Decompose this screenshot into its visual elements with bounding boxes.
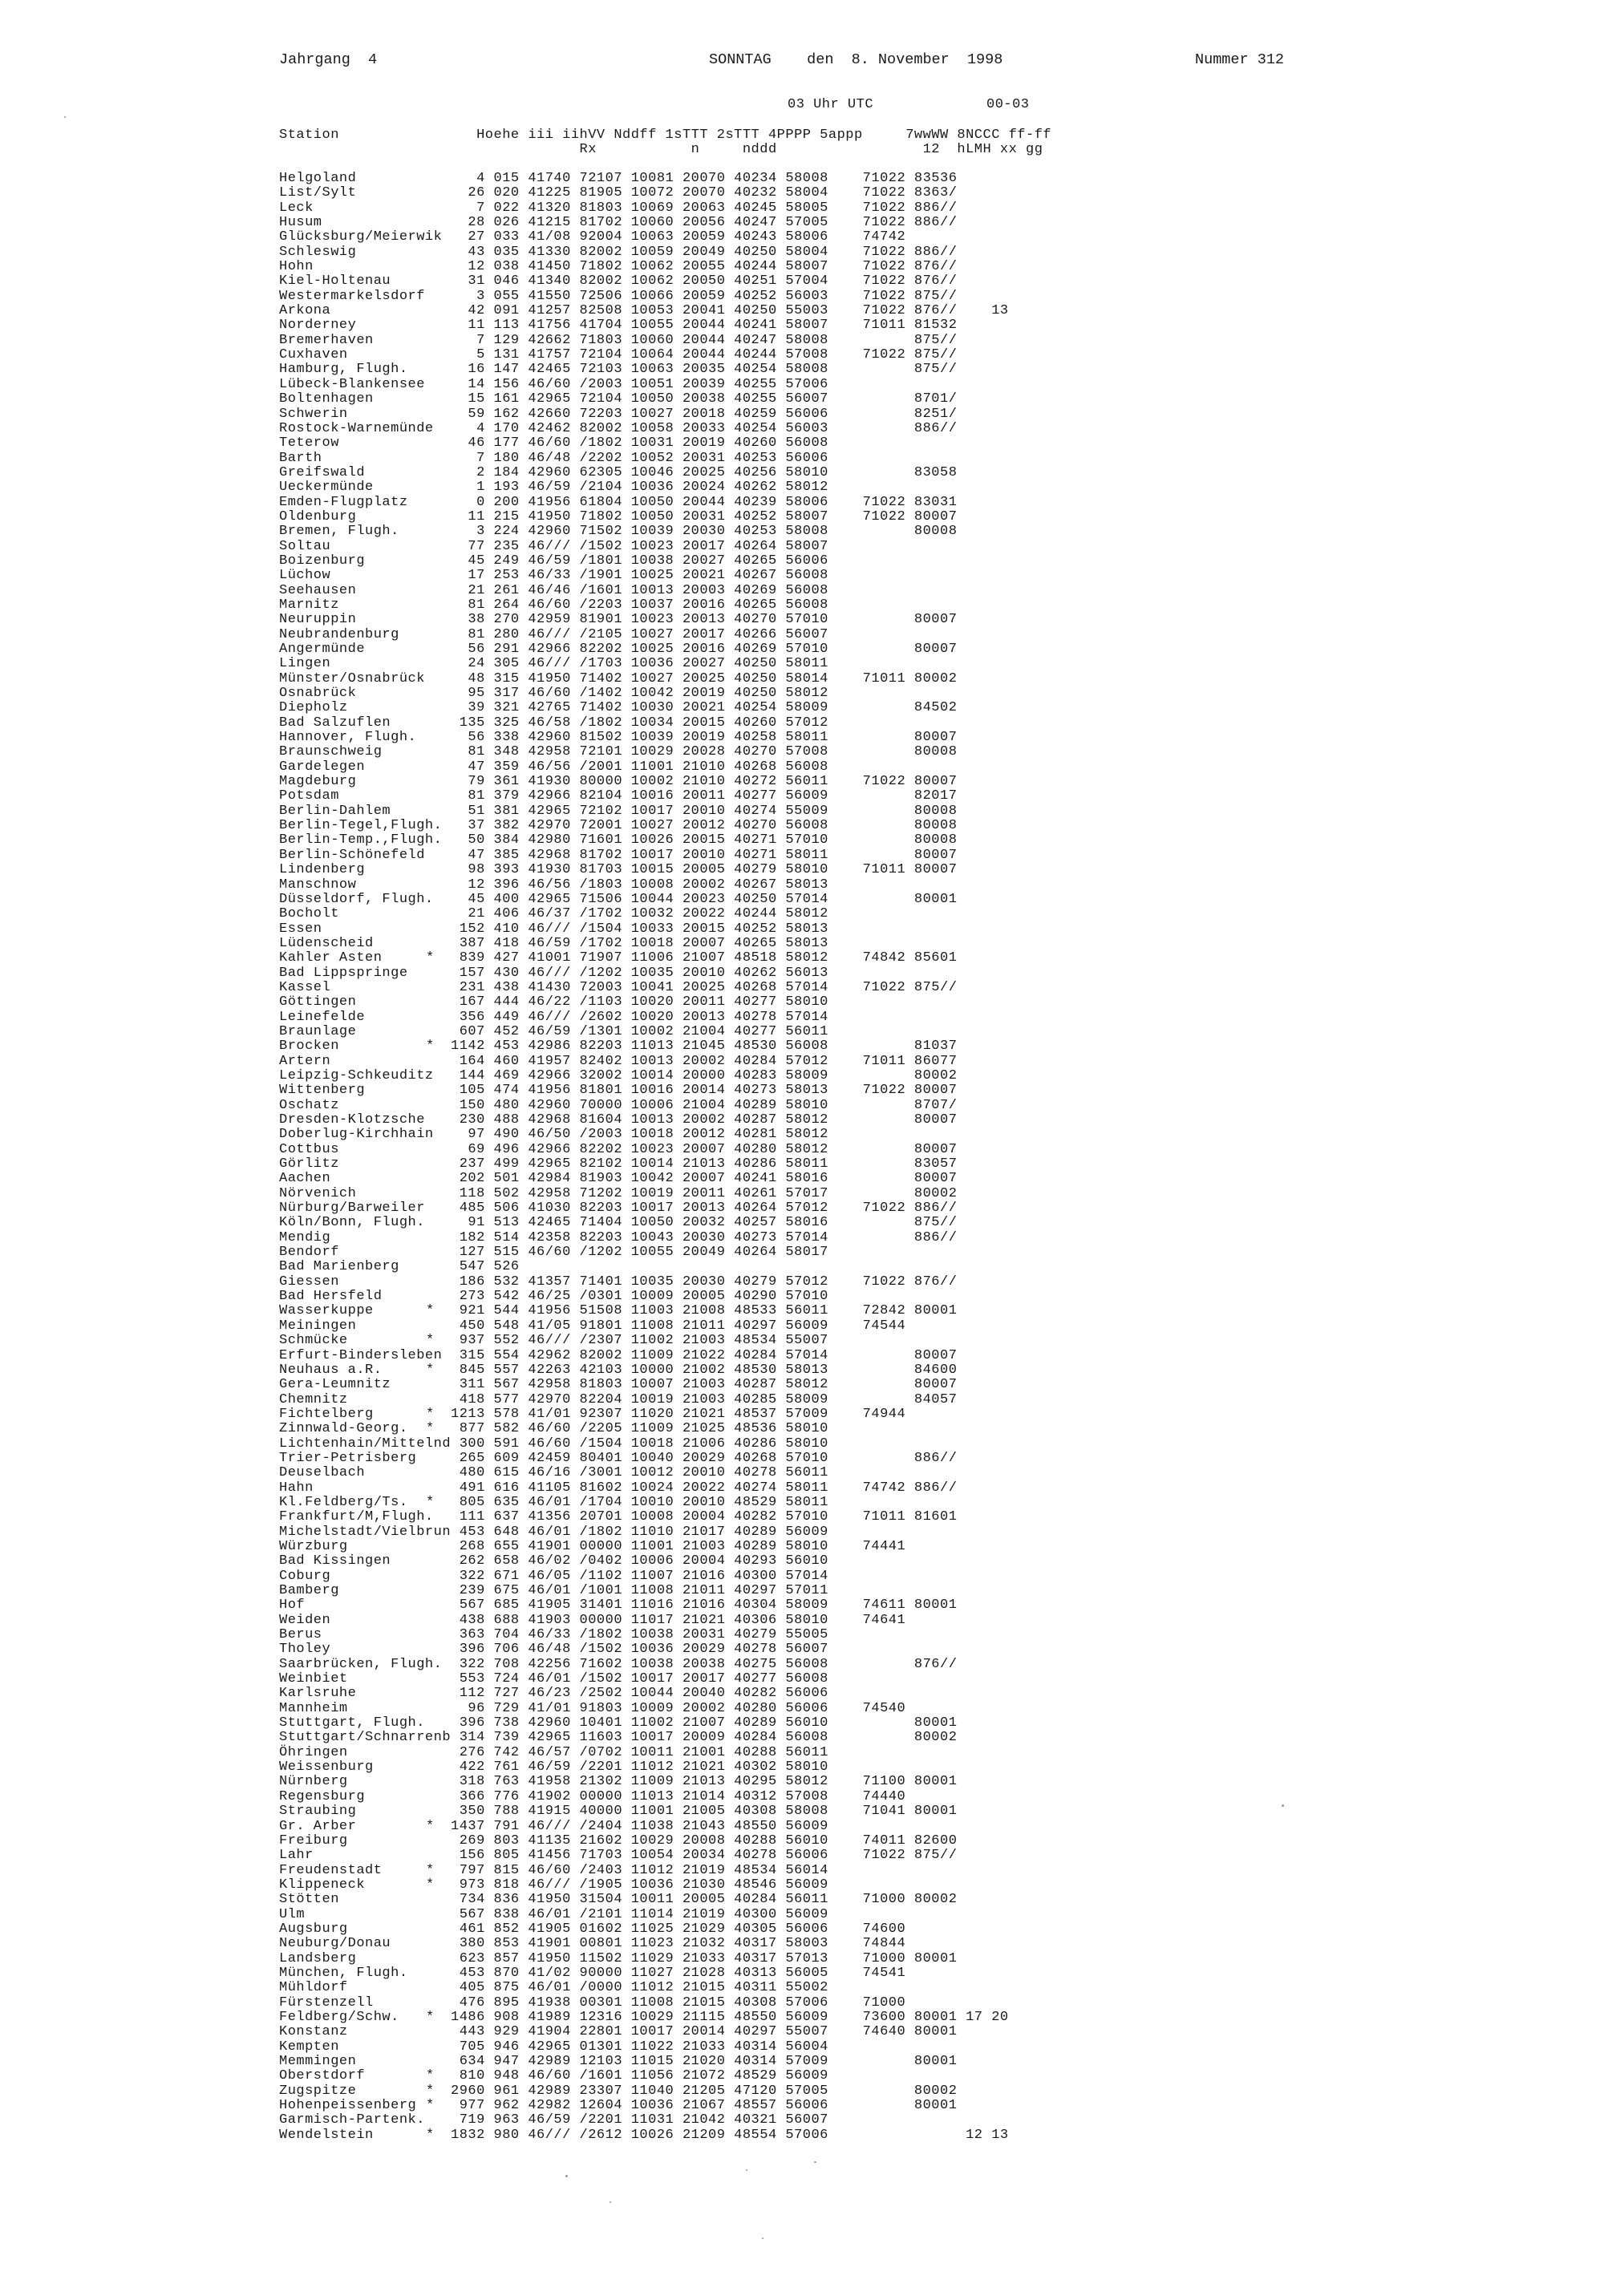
observation-codes: 268 655 41901 00000 11001 21003 40289 58010 74441: [451, 1538, 906, 1554]
observation-codes: 157 430 46/// /1202 10035 20010 40262 56013: [451, 965, 828, 981]
observation-codes: 839 427 41001 71907 11006 21007 48518 58012 74842 85601: [451, 950, 958, 966]
station-name: Hohenpeissenberg: [279, 2098, 417, 2114]
station-name: Lindenberg: [279, 862, 366, 878]
mountain-station-marker: *: [426, 1303, 435, 1319]
observation-codes: 547 526: [451, 1259, 520, 1275]
station-name: Freudenstadt: [279, 1862, 383, 1878]
station-name: Nürburg/Barweiler: [279, 1201, 425, 1217]
station-name: Seehausen: [279, 582, 357, 598]
observation-codes: 118 502 42958 71202 10019 20011 40261 57017 80002: [451, 1185, 958, 1201]
observation-codes: 231 438 41430 72003 10041 20025 40268 57014 71022 875//: [451, 979, 958, 995]
station-name: Nörvenich: [279, 1185, 357, 1201]
observation-codes: 418 577 42970 82204 10019 21003 40285 58009 84057: [451, 1391, 958, 1407]
observation-codes: 705 946 42965 01301 11022 21033 40314 56004: [451, 2039, 828, 2055]
observation-codes: 634 947 42989 12103 11015 21020 40314 57009 80001: [451, 2054, 958, 2069]
station-name: Lübeck-Blankensee: [279, 376, 425, 392]
observation-codes: 453 648 46/01 /1802 11010 21017 40289 56009: [451, 1524, 828, 1540]
scan-speck: [762, 2237, 764, 2239]
observation-codes: 363 704 46/33 /1802 10038 20031 40279 55005: [451, 1627, 828, 1643]
station-name: Münster/Osnabrück: [279, 670, 425, 686]
observation-codes: 322 671 46/05 /1102 11007 21016 40300 57014: [451, 1568, 828, 1584]
observation-codes: 97 490 46/50 /2003 10018 20012 40281 58012: [451, 1127, 828, 1143]
station-name: List/Sylt: [279, 185, 357, 201]
observation-codes: 14 156 46/60 /2003 10051 20039 40255 57006: [451, 376, 828, 392]
station-name: Augsburg: [279, 1921, 348, 1937]
station-name: Braunschweig: [279, 744, 383, 760]
mountain-station-marker: *: [426, 1818, 435, 1834]
observation-codes: 265 609 42459 80401 10040 20029 40268 57010 886//: [451, 1450, 958, 1466]
station-name: Diepholz: [279, 700, 348, 716]
observation-codes: 7 180 46/48 /2202 10052 20031 40253 56006: [451, 450, 828, 466]
observation-codes: 4 170 42462 82002 10058 20033 40254 56003 886//: [451, 420, 958, 436]
station-name: Norderney: [279, 318, 357, 334]
observation-codes: 43 035 41330 82002 10059 20049 40250 58004 71022 886//: [451, 244, 958, 260]
station-name: Weissenburg: [279, 1759, 374, 1776]
observation-codes: 921 544 41956 51508 11003 21008 48533 56011 72842 80001: [451, 1303, 958, 1319]
mountain-station-marker: *: [426, 2009, 435, 2025]
station-name: Wendelstein: [279, 2127, 374, 2143]
observation-codes: 269 803 41135 21602 10029 20008 40288 56010 74011 82600: [451, 1832, 958, 1849]
station-name: Schmücke: [279, 1333, 348, 1349]
station-name: Ulm: [279, 1906, 306, 1922]
observation-codes: 0 200 41956 61804 10050 20044 40239 58006 71022 83031: [451, 494, 958, 510]
observation-codes: 350 788 41915 40000 11001 21005 40308 58008 71041 80001: [451, 1804, 958, 1820]
station-name: Bad Kissingen: [279, 1553, 391, 1569]
observation-codes: 480 615 46/16 /3001 10012 20010 40278 56011: [451, 1465, 828, 1481]
station-name: Potsdam: [279, 788, 339, 804]
scan-speck: [1282, 1804, 1284, 1807]
observation-codes: 50 384 42980 71601 10026 20015 40271 57010 80008: [451, 832, 958, 848]
station-name: Düsseldorf, Flugh.: [279, 891, 434, 907]
station-name: Bad Hersfeld: [279, 1289, 383, 1305]
observation-codes: 1832 980 46/// /2612 10026 21209 48554 57006 12 13: [451, 2127, 1009, 2143]
station-name: Artern: [279, 1053, 331, 1069]
observation-codes: 98 393 41930 81703 10015 20005 40279 58010 71011 80007: [451, 862, 958, 878]
mountain-station-marker: *: [426, 1362, 435, 1378]
station-name: Bad Marienberg: [279, 1259, 399, 1275]
observation-codes: 42 091 41257 82508 10053 20041 40250 55003 71022 876// 13: [451, 303, 1009, 319]
station-name: Oberstdorf: [279, 2068, 366, 2084]
observation-codes: 11 215 41950 71802 10050 20031 40252 58007 71022 80007: [451, 508, 958, 524]
observation-codes: 81 264 46/60 /2203 10037 20016 40265 56008: [451, 597, 828, 613]
station-name: Nürnberg: [279, 1774, 348, 1790]
station-name: Straubing: [279, 1804, 357, 1820]
station-name: Erfurt-Bindersleben: [279, 1347, 443, 1363]
observation-codes: 47 359 46/56 /2001 11001 21010 40268 56008: [451, 759, 828, 775]
station-name: Mendig: [279, 1229, 331, 1245]
observation-codes: 422 761 46/59 /2201 11012 21021 40302 58010: [451, 1759, 828, 1776]
station-name: Würzburg: [279, 1538, 348, 1554]
observation-codes: 734 836 41950 31504 10011 20005 40284 56011 71000 80002: [451, 1892, 958, 1908]
observation-codes: 5 131 41757 72104 10064 20044 40244 57008 71022 875//: [451, 347, 958, 363]
page-header-number: Nummer 312: [1195, 51, 1285, 68]
station-name: Cuxhaven: [279, 347, 348, 363]
station-name: Giessen: [279, 1274, 339, 1290]
observation-codes: 973 818 46/// /1905 10036 21030 48546 56009: [451, 1877, 828, 1893]
station-name: Köln/Bonn, Flugh.: [279, 1215, 425, 1231]
observation-codes: 405 875 46/01 /0000 11012 21015 40311 55002: [451, 1980, 828, 1996]
page-header-date: SONNTAG den 8. November 1998: [709, 51, 1003, 68]
observation-codes: 150 480 42960 70000 10006 21004 40289 58010 8707/: [451, 1097, 958, 1113]
station-name: Göttingen: [279, 994, 357, 1010]
observation-codes: 366 776 41902 00000 11013 21014 40312 57008 74440: [451, 1788, 906, 1804]
observation-codes: 1437 791 46/// /2404 11038 21043 48550 56009: [451, 1818, 828, 1834]
mountain-station-marker: *: [426, 2127, 435, 2143]
observation-codes: 46 177 46/60 /1802 10031 20019 40260 56008: [451, 435, 828, 452]
station-name: Leinefelde: [279, 1009, 366, 1025]
station-name: Barth: [279, 450, 322, 466]
observation-codes: 719 963 46/59 /2201 11031 21042 40321 56007: [451, 2112, 828, 2128]
station-name: Lüdenscheid: [279, 935, 374, 951]
station-name: Ueckermünde: [279, 480, 374, 496]
observation-codes: 356 449 46/// /2602 10020 20013 40278 57014: [451, 1009, 828, 1025]
station-name: Coburg: [279, 1568, 331, 1584]
mountain-station-marker: *: [426, 1494, 435, 1510]
observation-codes: 156 805 41456 71703 10054 20034 40278 56006 71022 875//: [451, 1848, 958, 1864]
observation-codes: 12 038 41450 71802 10062 20055 40244 58007 71022 876//: [451, 259, 958, 275]
station-name: Angermünde: [279, 642, 366, 657]
station-name: Berlin-Schönefeld: [279, 847, 425, 863]
observation-codes: 167 444 46/22 /1103 10020 20011 40277 58010: [451, 994, 828, 1010]
observation-codes: 69 496 42966 82202 10023 20007 40280 58012 80007: [451, 1141, 958, 1157]
column-codes-header-1: Hoehe iii iihVV Nddff 1sTTT 2sTTT 4PPPP 5appp 7wwWW 8NCCC ff-ff: [451, 128, 1052, 143]
scan-speck: [610, 2201, 611, 2203]
observation-codes: 96 729 41/01 91803 10009 20002 40280 56006 74540: [451, 1700, 906, 1716]
station-name: Kl.Feldberg/Ts.: [279, 1494, 408, 1510]
scan-speck: [814, 2161, 816, 2163]
station-name: Hannover, Flugh.: [279, 730, 417, 746]
observation-codes: 79 361 41930 80000 10002 21010 40272 56011 71022 80007: [451, 774, 958, 790]
station-name: Gr. Arber: [279, 1818, 357, 1834]
observation-codes: 276 742 46/57 /0702 10011 21001 40288 56011: [451, 1744, 828, 1760]
observation-codes: 95 317 46/60 /1402 10042 20019 40250 58012: [451, 686, 828, 702]
observation-codes: 24 305 46/// /1703 10036 20027 40250 58011: [451, 656, 828, 672]
station-name: Cottbus: [279, 1141, 339, 1157]
station-name: Bremerhaven: [279, 332, 374, 348]
station-name: Gardelegen: [279, 759, 366, 775]
observation-codes: 112 727 46/23 /2502 10044 20040 40282 56006: [451, 1686, 828, 1702]
time-range-label: 00-03: [986, 97, 1030, 112]
observation-codes: 311 567 42958 81803 10007 21003 40287 58012 80007: [451, 1377, 958, 1393]
observation-codes: 47 385 42968 81702 10017 20010 40271 58011 80007: [451, 847, 958, 863]
observation-codes: 239 675 46/01 /1001 11008 21011 40297 57011: [451, 1583, 828, 1598]
station-name: Manschnow: [279, 877, 357, 893]
station-name: Emden-Flugplatz: [279, 494, 408, 510]
station-name: Kassel: [279, 979, 331, 995]
station-name: Saarbrücken, Flugh.: [279, 1656, 443, 1672]
station-name: Brocken: [279, 1039, 339, 1055]
station-name: Schleswig: [279, 244, 357, 260]
observation-codes: 45 400 42965 71506 10044 20023 40250 57014 80001: [451, 891, 958, 907]
station-name: Marnitz: [279, 597, 339, 613]
observation-codes: 48 315 41950 71402 10027 20025 40250 58014 71011 80002: [451, 670, 958, 686]
station-name: Arkona: [279, 303, 331, 319]
station-name: Stötten: [279, 1892, 339, 1908]
station-name: Görlitz: [279, 1156, 339, 1172]
mountain-station-marker: *: [426, 1039, 435, 1055]
station-name: Mühldorf: [279, 1980, 348, 1996]
observation-codes: 805 635 46/01 /1704 10010 20010 48529 58011: [451, 1494, 828, 1510]
observation-codes: 111 637 41356 20701 10008 20004 40282 57010 71011 81601: [451, 1509, 958, 1525]
observation-codes: 2 184 42960 62305 10046 20025 40256 58010 83058: [451, 464, 958, 480]
station-name: Neuruppin: [279, 612, 357, 628]
station-name: Frankfurt/M,Flugh.: [279, 1509, 434, 1525]
observation-codes: 810 948 46/60 /1601 11056 21072 48529 56009: [451, 2068, 828, 2084]
observation-codes: 28 026 41215 81702 10060 20056 40247 57005 71022 886//: [451, 215, 958, 231]
mountain-station-marker: *: [426, 1862, 435, 1878]
station-name: Osnabrück: [279, 686, 357, 702]
mountain-station-marker: *: [426, 1406, 435, 1422]
observation-codes: 105 474 41956 81801 10016 20014 40273 58013 71022 80007: [451, 1083, 958, 1099]
observation-codes: 396 706 46/48 /1502 10036 20029 40278 56007: [451, 1642, 828, 1658]
station-name: Regensburg: [279, 1788, 366, 1804]
observation-codes: 315 554 42962 82002 11009 21022 40284 57014 80007: [451, 1347, 958, 1363]
station-name: Teterow: [279, 435, 339, 452]
station-name: Berlin-Tegel,Flugh.: [279, 818, 443, 834]
station-name: Bocholt: [279, 906, 339, 922]
station-name: Berlin-Dahlem: [279, 803, 391, 819]
mountain-station-marker: *: [426, 1421, 435, 1437]
observation-codes: 380 853 41901 00801 11023 21032 40317 58003 74844: [451, 1936, 906, 1952]
station-name: Meiningen: [279, 1318, 357, 1334]
observation-codes: 77 235 46/// /1502 10023 20017 40264 58007: [451, 538, 828, 554]
mountain-station-marker: *: [426, 1877, 435, 1893]
observation-codes: 476 895 41938 00301 11008 21015 40308 57006 71000: [451, 1994, 906, 2011]
station-name: Boltenhagen: [279, 391, 374, 407]
observation-codes: 1 193 46/59 /2104 10036 20024 40262 58012: [451, 480, 828, 496]
observation-codes: 1486 908 41989 12316 10029 21115 48550 56009 73600 80001 17 20: [451, 2009, 1009, 2025]
observation-codes: 623 857 41950 11502 11029 21033 40317 57013 71000 80001: [451, 1950, 958, 1966]
observation-codes: 38 270 42959 81901 10023 20013 40270 57010 80007: [451, 612, 958, 628]
scan-speck: [746, 2169, 747, 2171]
observation-codes: 230 488 42968 81604 10013 20002 40287 58012 80007: [451, 1112, 958, 1128]
station-name: Bad Lippspringe: [279, 965, 408, 981]
station-name: Kahler Asten: [279, 950, 383, 966]
station-name: Lingen: [279, 656, 331, 672]
station-name: Neubrandenburg: [279, 626, 399, 642]
observation-codes: 81 280 46/// /2105 10027 20017 40266 56007: [451, 626, 828, 642]
observation-codes: 37 382 42970 72001 10027 20012 40270 56008 80008: [451, 818, 958, 834]
column-codes-header-2: Rx n nddd 12 hLMH xx gg: [451, 142, 1043, 157]
mountain-station-marker: *: [426, 2098, 435, 2114]
observation-codes: 396 738 42960 10401 11002 21007 40289 56010 80001: [451, 1715, 958, 1731]
observation-codes: 797 815 46/60 /2403 11012 21019 48534 56014: [451, 1862, 828, 1878]
observation-codes: 152 410 46/// /1504 10033 20015 40252 58013: [451, 921, 828, 937]
observation-codes: 318 763 41958 21302 11009 21013 40295 58012 71100 80001: [451, 1774, 958, 1790]
station-name: Leipzig-Schkeuditz: [279, 1067, 434, 1083]
station-name: Wittenberg: [279, 1083, 366, 1099]
station-name: Doberlug-Kirchhain: [279, 1127, 434, 1143]
observation-codes: 144 469 42966 32002 10014 20000 40283 58009 80002: [451, 1067, 958, 1083]
station-name: Kempten: [279, 2039, 339, 2055]
observation-codes: 450 548 41/05 91801 11008 21011 40297 56009 74544: [451, 1318, 906, 1334]
observation-codes: 443 929 41904 22801 10017 20014 40297 55007 74640 80001: [451, 2024, 958, 2040]
station-name: Soltau: [279, 538, 331, 554]
observation-codes: 845 557 42263 42103 10000 21002 48530 58013 84600: [451, 1362, 958, 1378]
station-name: Weiden: [279, 1612, 331, 1628]
station-name: Aachen: [279, 1171, 331, 1187]
station-name: Bad Salzuflen: [279, 715, 391, 731]
observation-codes: 567 685 41905 31401 11016 21016 40304 58009 74611 80001: [451, 1597, 958, 1614]
observation-codes: 7 129 42662 71803 10060 20044 40247 58008 875//: [451, 332, 958, 348]
observation-codes: 977 962 42982 12604 10036 21067 48557 56006 80001: [451, 2098, 958, 2114]
station-name: Rostock-Warnemünde: [279, 420, 434, 436]
observation-codes: 81 379 42966 82104 10016 20011 40277 56009 82017: [451, 788, 958, 804]
station-name: Fürstenzell: [279, 1994, 374, 2011]
station-name: Oldenburg: [279, 508, 357, 524]
observation-codes: 182 514 42358 82203 10043 20030 40273 57014 886//: [451, 1229, 958, 1245]
observation-codes: 26 020 41225 81905 10072 20070 40232 58004 71022 8363/: [451, 185, 958, 201]
scan-speck: [64, 116, 66, 118]
station-name: Konstanz: [279, 2024, 348, 2040]
page-header-left: Jahrgang 4: [279, 51, 378, 68]
observation-codes: 937 552 46/// /2307 11002 21003 48534 55007: [451, 1333, 828, 1349]
mountain-station-marker: *: [426, 2068, 435, 2084]
station-name: Deuselbach: [279, 1465, 366, 1481]
observation-codes: 322 708 42256 71602 10038 20038 40275 56008 876//: [451, 1656, 958, 1672]
station-name: Stuttgart, Flugh.: [279, 1715, 425, 1731]
observation-codes: 59 162 42660 72203 10027 20018 40259 56006 8251/: [451, 406, 958, 422]
station-name: Hamburg, Flugh.: [279, 362, 408, 378]
station-column-header: Station: [279, 128, 339, 143]
station-name: Lahr: [279, 1848, 314, 1864]
observation-codes: 21 261 46/46 /1601 10013 20003 40269 56008: [451, 582, 828, 598]
station-name: Öhringen: [279, 1744, 348, 1760]
station-name: Hahn: [279, 1480, 314, 1496]
observation-codes: 17 253 46/33 /1901 10025 20021 40267 56008: [451, 568, 828, 584]
station-name: Bremen, Flugh.: [279, 524, 399, 540]
station-name: Garmisch-Partenk.: [279, 2112, 425, 2128]
observation-time-label: 03 Uhr UTC: [788, 97, 874, 112]
station-name: Landsberg: [279, 1950, 357, 1966]
station-name: Neuburg/Donau: [279, 1936, 391, 1952]
observation-codes: 91 513 42465 71404 10050 20032 40257 58016 875//: [451, 1215, 958, 1231]
observation-codes: 56 291 42966 82202 10025 20016 40269 57010 80007: [451, 642, 958, 657]
station-name: Greifswald: [279, 464, 366, 480]
observation-codes: 31 046 41340 82002 10062 20050 40251 57004 71022 876//: [451, 273, 958, 290]
observation-codes: 491 616 41105 81602 10024 20022 40274 58011 74742 886//: [451, 1480, 958, 1496]
station-name: Hohn: [279, 259, 314, 275]
station-name: Chemnitz: [279, 1391, 348, 1407]
station-name: Bendorf: [279, 1245, 339, 1261]
observation-codes: 12 396 46/56 /1803 10008 20002 40267 58013: [451, 877, 828, 893]
station-name: Essen: [279, 921, 322, 937]
observation-codes: 2960 961 42989 23307 11040 21205 47120 57005 80002: [451, 2083, 958, 2099]
observation-codes: 51 381 42965 72102 10017 20010 40274 55009 80008: [451, 803, 958, 819]
observation-codes: 202 501 42984 81903 10042 20007 40241 58016 80007: [451, 1171, 958, 1187]
station-name: Husum: [279, 215, 322, 231]
station-name: Klippeneck: [279, 1877, 366, 1893]
observation-codes: 314 739 42965 11603 10017 20009 40284 56008 80002: [451, 1730, 958, 1746]
station-name: Berlin-Temp.,Flugh.: [279, 832, 443, 848]
station-name: Westermarkelsdorf: [279, 288, 425, 304]
observation-codes: 56 338 42960 81502 10039 20019 40258 58011 80007: [451, 730, 958, 746]
observation-codes: 3 224 42960 71502 10039 20030 40253 58008 80008: [451, 524, 958, 540]
mountain-station-marker: *: [426, 1333, 435, 1349]
station-name: Oschatz: [279, 1097, 339, 1113]
station-name: Braunlage: [279, 1023, 357, 1039]
station-name: Helgoland: [279, 171, 357, 186]
station-name: Schwerin: [279, 406, 348, 422]
observation-codes: 45 249 46/59 /1801 10038 20027 40265 56006: [451, 553, 828, 569]
observation-codes: 300 591 46/60 /1504 10018 21006 40286 58010: [451, 1436, 828, 1452]
observation-codes: 39 321 42765 71402 10030 20021 40254 58009 84502: [451, 700, 958, 716]
station-name: Boizenburg: [279, 553, 366, 569]
observation-codes: 4 015 41740 72107 10081 20070 40234 58008 71022 83536: [451, 171, 958, 186]
mountain-station-marker: *: [426, 950, 435, 966]
observation-codes: 553 724 46/01 /1502 10017 20017 40277 56008: [451, 1671, 828, 1687]
station-name: Glücksburg/Meierwik: [279, 229, 443, 245]
station-name: Berus: [279, 1627, 322, 1643]
observation-codes: 607 452 46/59 /1301 10002 21004 40277 56011: [451, 1023, 828, 1039]
station-name: Kiel-Holtenau: [279, 273, 391, 290]
observation-codes: 237 499 42965 82102 10014 21013 40286 58011 83057: [451, 1156, 958, 1172]
station-name: Leck: [279, 200, 314, 216]
observation-codes: 164 460 41957 82402 10013 20002 40284 57012 71011 86077: [451, 1053, 958, 1069]
observation-codes: 877 582 46/60 /2205 11009 21025 48536 58010: [451, 1421, 828, 1437]
station-name: Karlsruhe: [279, 1686, 357, 1702]
observation-codes: 11 113 41756 41704 10055 20044 40241 58007 71011 81532: [451, 318, 958, 334]
station-name: Lüchow: [279, 568, 331, 584]
observation-codes: 127 515 46/60 /1202 10055 20049 40264 58017: [451, 1245, 828, 1261]
station-name: Zinnwald-Georg.: [279, 1421, 408, 1437]
observation-codes: 453 870 41/02 90000 11027 21028 40313 56005 74541: [451, 1965, 906, 1981]
station-name: Neuhaus a.R.: [279, 1362, 383, 1378]
observation-codes: 27 033 41/08 92004 10063 20059 40243 58006 74742: [451, 229, 906, 245]
scan-speck: [565, 2175, 568, 2177]
observation-codes: 16 147 42465 72103 10063 20035 40254 58008 875//: [451, 362, 958, 378]
station-name: München, Flugh.: [279, 1965, 408, 1981]
observation-codes: 135 325 46/58 /1802 10034 20015 40260 57012: [451, 715, 828, 731]
station-name: Bamberg: [279, 1583, 339, 1598]
observation-codes: 186 532 41357 71401 10035 20030 40279 57012 71022 876//: [451, 1274, 958, 1290]
observation-codes: 461 852 41905 01602 11025 21029 40305 56006 74600: [451, 1921, 906, 1937]
station-name: Dresden-Klotzsche: [279, 1112, 425, 1128]
station-name: Stuttgart/Schnarrenb: [279, 1730, 452, 1746]
station-name: Lichtenhain/Mittelnd: [279, 1436, 452, 1452]
station-name: Magdeburg: [279, 774, 357, 790]
observation-codes: 81 348 42958 72101 10029 20028 40270 57008 80008: [451, 744, 958, 760]
mountain-station-marker: *: [426, 2083, 435, 2099]
station-name: Gera-Leumnitz: [279, 1377, 391, 1393]
station-name: Hof: [279, 1597, 306, 1614]
station-name: Wasserkuppe: [279, 1303, 374, 1319]
observation-codes: 262 658 46/02 /0402 10006 20004 40293 56010: [451, 1553, 828, 1569]
observation-codes: 21 406 46/37 /1702 10032 20022 40244 58012: [451, 906, 828, 922]
observation-codes: 1142 453 42986 82203 11013 21045 48530 56008 81037: [451, 1039, 958, 1055]
station-name: Trier-Petrisberg: [279, 1450, 417, 1466]
station-name: Michelstadt/Vielbrun: [279, 1524, 452, 1540]
station-name: Zugspitze: [279, 2083, 357, 2099]
observation-codes: 387 418 46/59 /1702 10018 20007 40265 58013: [451, 935, 828, 951]
observation-codes: 273 542 46/25 /0301 10009 20005 40290 57010: [451, 1289, 828, 1305]
station-name: Freiburg: [279, 1832, 348, 1849]
observation-codes: 15 161 42965 72104 10050 20038 40255 56007 8701/: [451, 391, 958, 407]
observation-codes: 438 688 41903 00000 11017 21021 40306 58010 74641: [451, 1612, 906, 1628]
station-name: Tholey: [279, 1642, 331, 1658]
observation-codes: 485 506 41030 82203 10017 20013 40264 57012 71022 886//: [451, 1201, 958, 1217]
observation-codes: 7 022 41320 81803 10069 20063 40245 58005 71022 886//: [451, 200, 958, 216]
station-name: Mannheim: [279, 1700, 348, 1716]
observation-codes: 3 055 41550 72506 10066 20059 40252 56003 71022 875//: [451, 288, 958, 304]
station-name: Feldberg/Schw.: [279, 2009, 399, 2025]
observation-codes: 1213 578 41/01 92307 11020 21021 48537 57009 74944: [451, 1406, 906, 1422]
station-name: Fichtelberg: [279, 1406, 374, 1422]
observation-codes: 567 838 46/01 /2101 11014 21019 40300 56009: [451, 1906, 828, 1922]
station-name: Memmingen: [279, 2054, 357, 2069]
station-name: Weinbiet: [279, 1671, 348, 1687]
